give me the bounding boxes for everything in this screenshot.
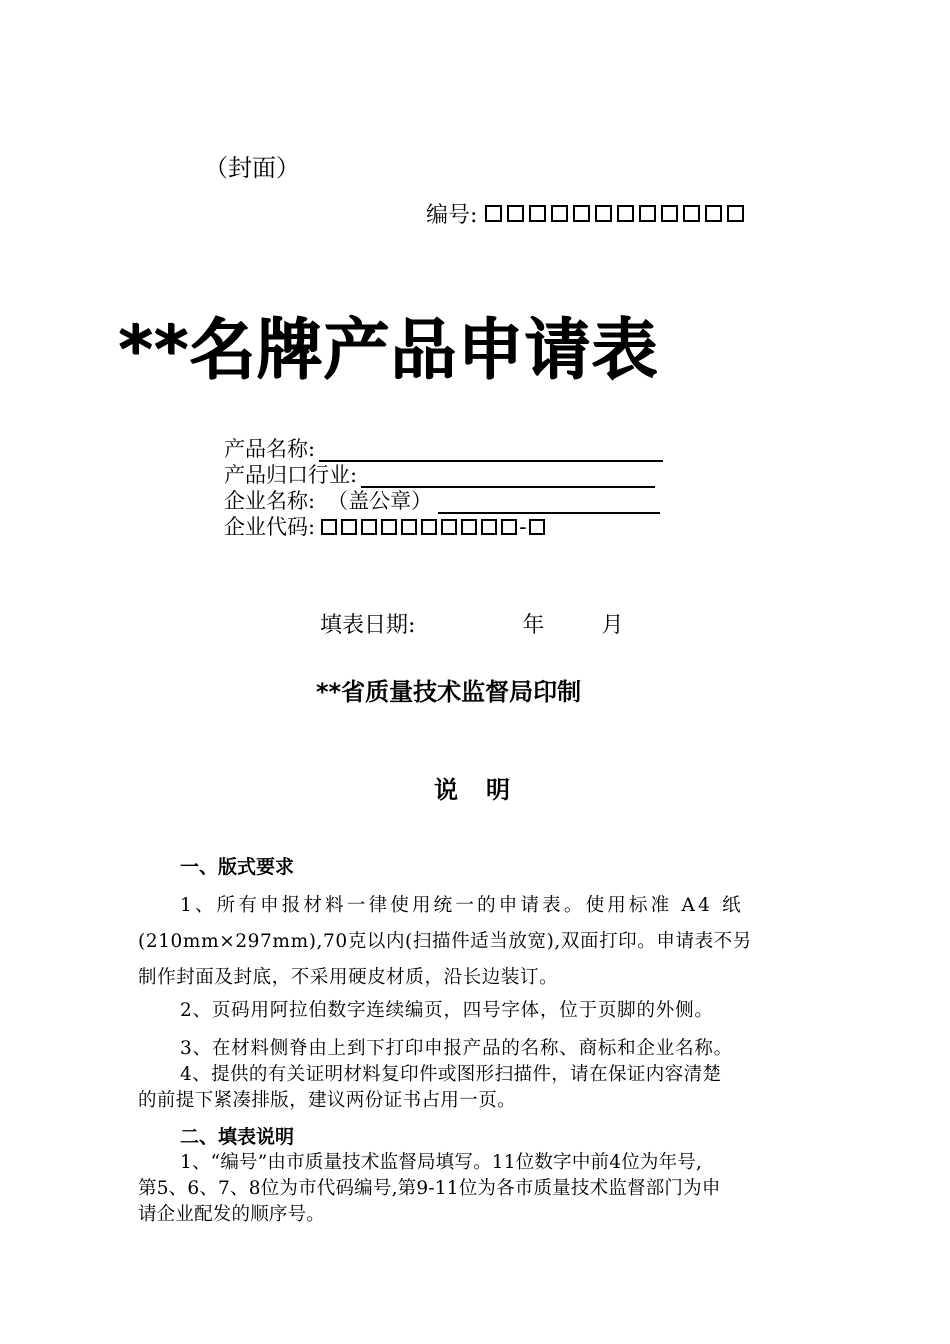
code-dash: - [519,515,527,539]
format-paragraph-2 [138,998,816,1024]
number-digit-box [485,205,502,222]
seal-note: （盖公章） [327,489,433,513]
code-digit-box [341,519,357,535]
date-year: 年 [522,613,545,638]
date-month: 月 [601,613,624,638]
para-line: 第5、6、7、8位为市代码编号,第9-11位为各市质量技术监督部门为申 [138,1178,721,1199]
code-digit-box [481,519,497,535]
para-line: 1、所有申报材料一律使用统一的申请表。使用标准 A4 纸 [180,895,744,916]
code-digit-box [361,519,377,535]
number-row [426,198,749,229]
number-digit-box [595,205,612,222]
number-digit-box [727,205,744,222]
date-label: 填表日期: [320,613,416,638]
enterprise-name-line [438,492,660,514]
para-line: 2、页码用阿拉伯数字连续编页，四号字体，位于页脚的外侧。 [180,1000,714,1021]
document-title: **名牌产品申请表 [118,311,659,388]
number-digit-box [617,205,634,222]
code-digit-box [401,519,417,535]
product-name-line [319,440,663,462]
para-line: 制作封面及封底，不采用硬皮材质，沿长边装订。 [138,967,559,988]
cover-fields [224,436,663,540]
number-label: 编号: [426,203,478,228]
number-digit-box [529,205,546,222]
para-line: 的前提下紧凑排版，建议两份证书占用一页。 [138,1090,517,1111]
para-line: (210mm×297mm),70克以内(扫描件适当放宽),双面打印。申请表不另 [138,931,752,952]
code-digit-box [421,519,437,535]
field-enterprise-name [224,488,663,514]
number-digit-box [705,205,722,222]
explain-title: 说明 [434,776,538,804]
format-paragraph-1 [138,888,816,996]
format-paragraph-3 [138,1036,816,1062]
field-label: 产品名称: [224,437,316,461]
para-line: 请企业配发的顺序号。 [138,1204,326,1225]
fill-date-row [320,608,623,639]
fill-paragraph-1 [138,1150,816,1228]
code-check-box [529,519,545,535]
section-heading-format: 一、版式要求 [180,856,295,878]
industry-line [361,466,655,488]
number-digit-box [551,205,568,222]
field-label: 企业名称: [224,489,316,513]
code-digit-box [461,519,477,535]
number-digit-box [683,205,700,222]
field-industry [224,462,663,488]
number-digit-box [573,205,590,222]
cover-label: （封面） [204,154,300,182]
code-digit-box [381,519,397,535]
code-digit-box [501,519,517,535]
section-heading-fill: 二、填表说明 [180,1126,295,1148]
field-label: 产品归口行业: [224,463,358,487]
code-digit-box [321,519,337,535]
para-line: 1、“编号”由市质量技术监督局填写。11位数字中前4位为年号, [180,1152,703,1173]
enterprise-code-boxes [321,514,549,540]
field-label: 企业代码: [224,515,316,539]
number-boxes [485,205,749,222]
para-line: 4、提供的有关证明材料复印件或图形扫描件，请在保证内容清楚 [180,1064,722,1085]
number-digit-box [507,205,524,222]
field-product-name [224,436,663,462]
number-digit-box [661,205,678,222]
printer-line: **省质量技术监督局印制 [316,678,582,706]
para-line: 3、在材料侧脊由上到下打印申报产品的名称、商标和企业名称。 [180,1038,733,1059]
format-paragraph-4 [138,1062,816,1114]
code-digit-box [441,519,457,535]
number-digit-box [639,205,656,222]
field-enterprise-code [224,514,663,540]
